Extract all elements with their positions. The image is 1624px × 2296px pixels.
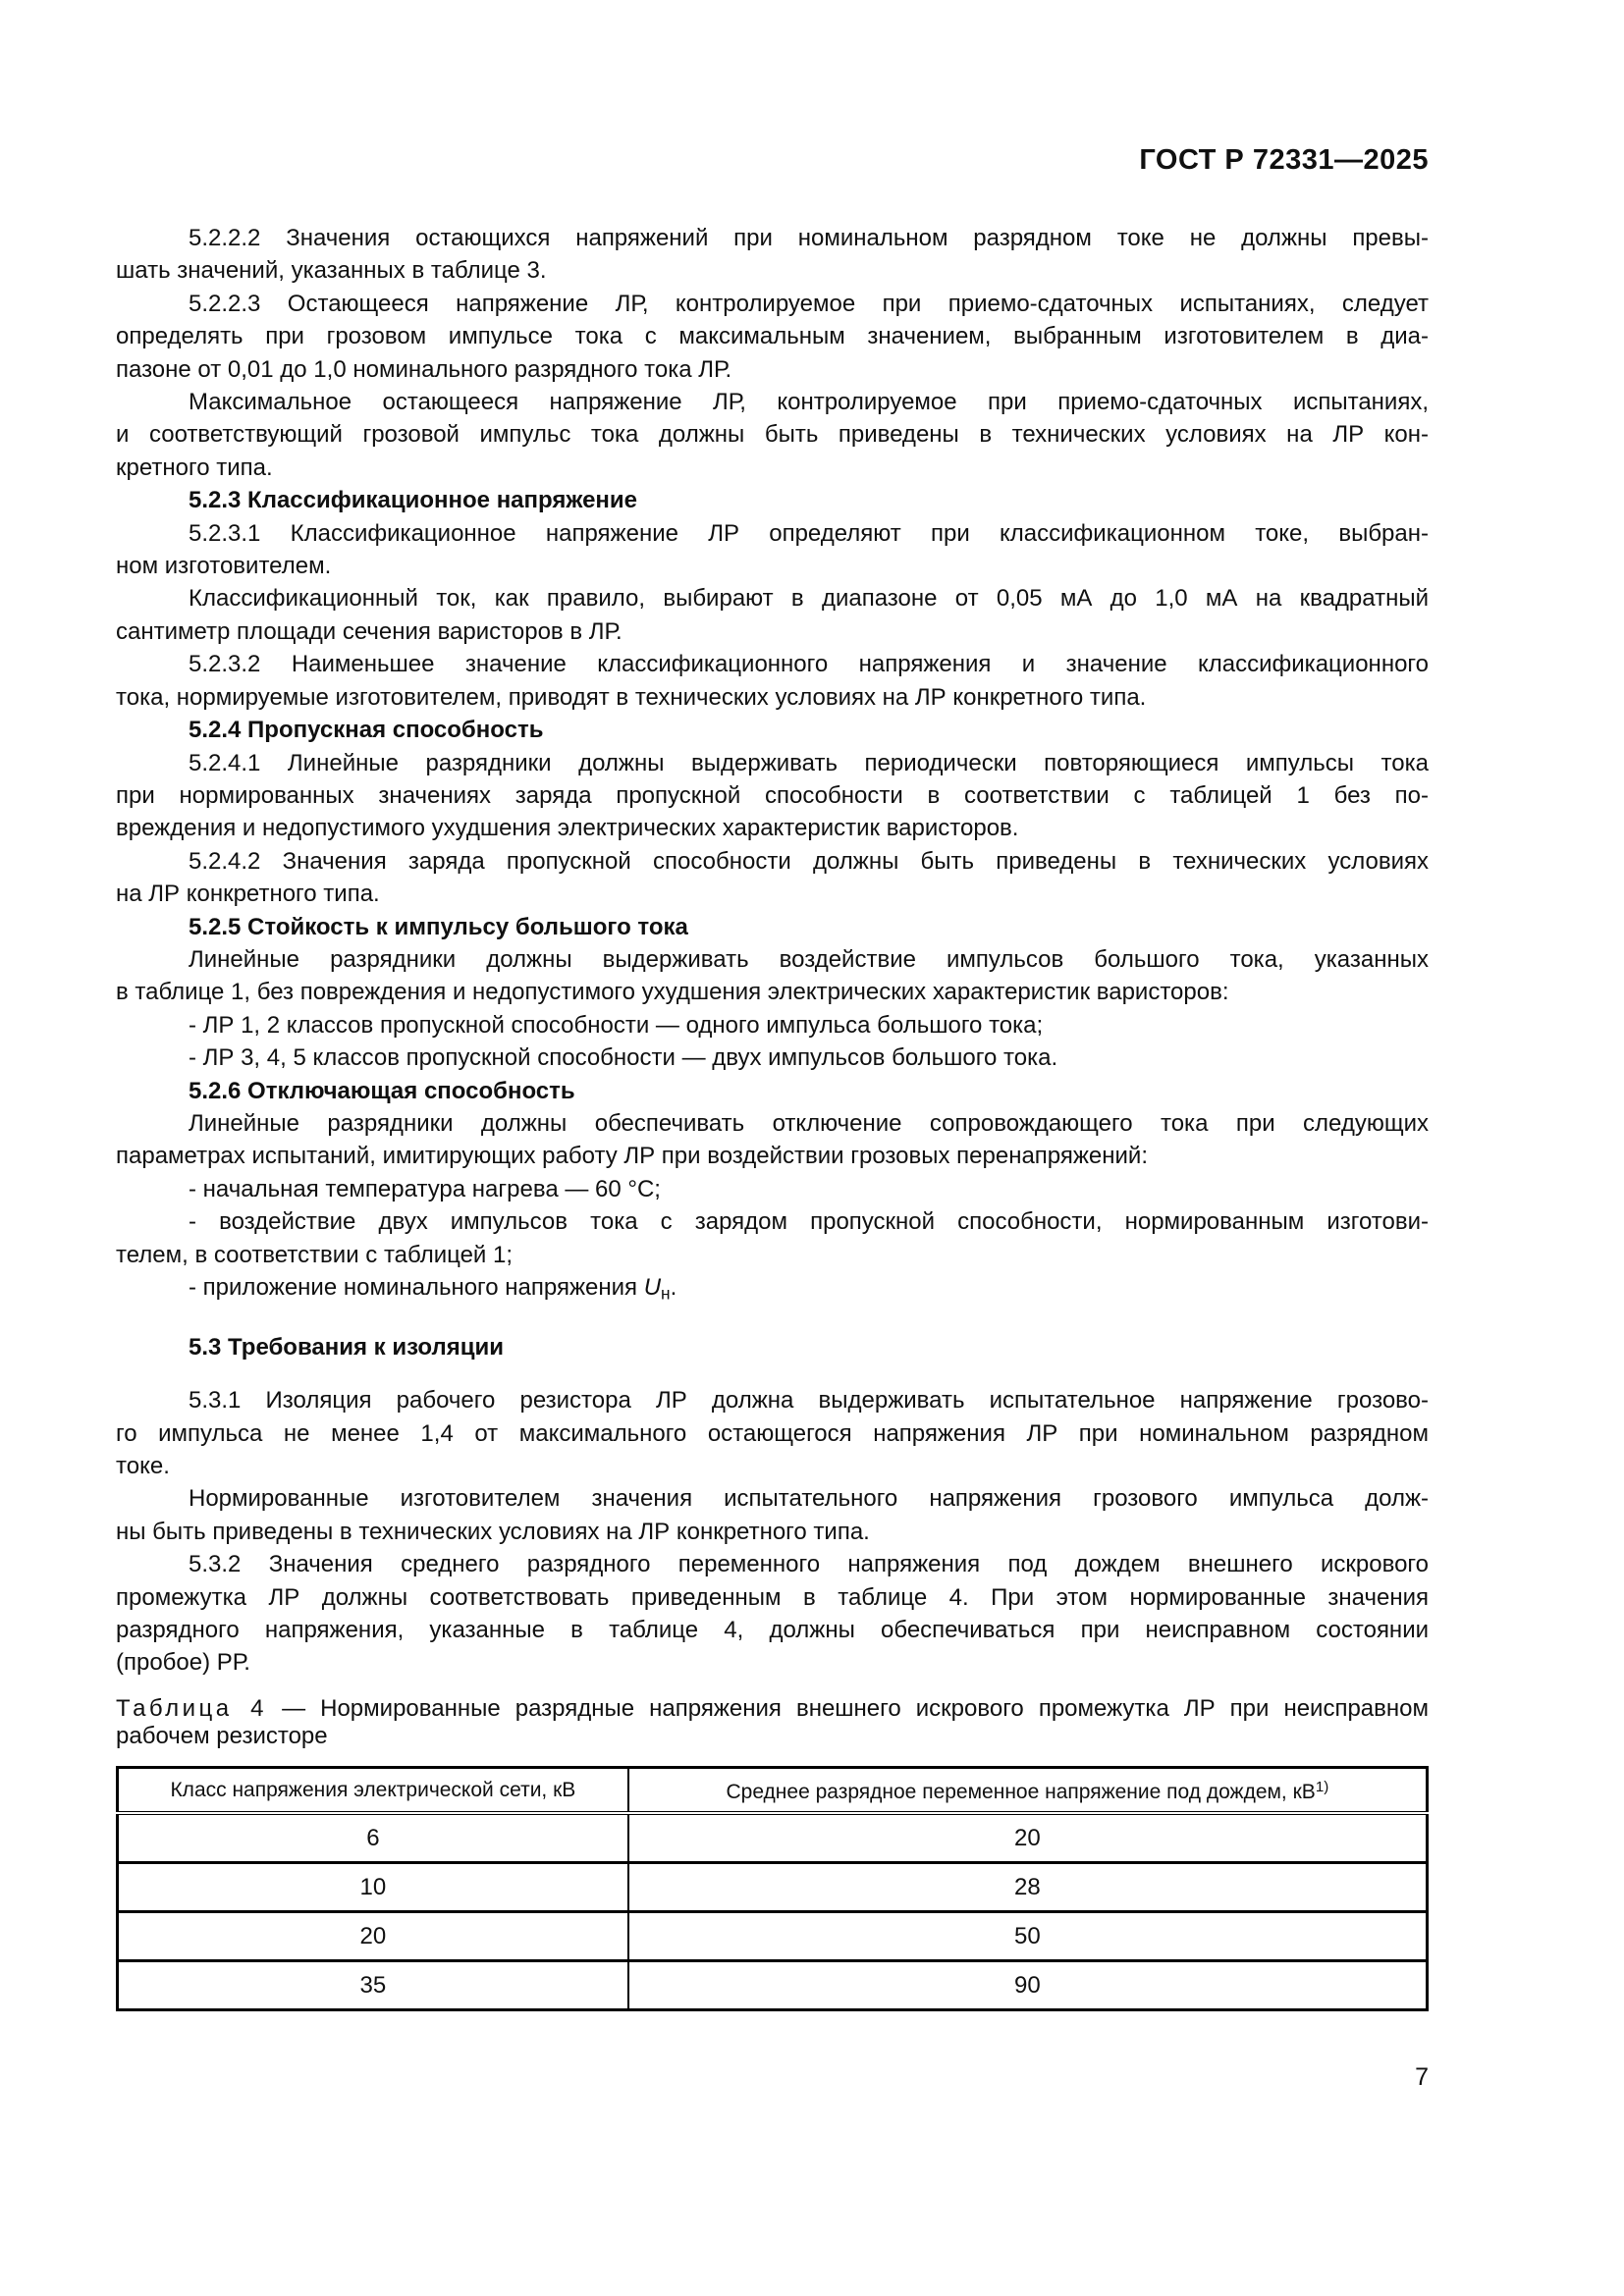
text-line: 5.2.3 Классификационное напряжение [189,487,638,514]
text-line: вреждения и недопустимого ухудшения электрических характеристик варисторов. [116,815,1019,842]
table-caption-text: — Нормированные разрядные напряжения внешнего искрового промежутка ЛР при неисправном [282,1694,1430,1722]
paragraph [116,943,1429,1009]
section-heading [116,714,1429,746]
text-line: Классификационный ток, как правило, выбирают в диапазоне от 0,05 мА до 1,0 мА на квадратный [189,585,1429,613]
table-cell: 50 [628,1911,1428,1960]
text-line: го импульса не менее 1,4 от максимального остающегося напряжения ЛР при номинальном разрядном [116,1419,1429,1447]
text-line: токе. [116,1452,170,1479]
paragraphs-container [116,222,1429,1680]
text-line: 5.2.4 Пропускная способность [189,717,544,744]
text-line: 5.2.2.2 Значения остающихся напряжений при номинальном разрядном токе не должны превы- [189,225,1429,251]
paragraph [116,1482,1429,1548]
text-line: при нормированных значениях заряда пропускной способности в соответствии с таблицей 1 без по- [116,781,1429,809]
paragraph [116,386,1429,484]
paragraph [116,517,1429,583]
text-line: - воздействие двух импульсов тока с зарядом пропускной способности, нормированным изготови- [189,1208,1429,1236]
column-header-discharge-voltage: Среднее разрядное переменное напряжение под дождем, $кВ^{1)}$ [628,1767,1428,1813]
table-caption-label: Таблица 4 [116,1694,268,1722]
text-line: 5.2.3.1 Классификационное напряжение ЛР определяют при классификационном токе, выбран- [189,519,1429,547]
paragraph [116,845,1429,911]
table-cell: 10 [118,1862,628,1911]
text-line: (пробое) РР. [116,1649,250,1677]
paragraph [116,1205,1429,1271]
paragraph [116,1548,1429,1680]
text-line: Линейные разрядники должны выдерживать воздействие импульсов большого тока, указанных [189,945,1429,973]
page-number: 7 [1415,2063,1429,2091]
paragraph [116,1009,1429,1041]
table-cell: 6 [118,1813,628,1863]
paragraph [116,582,1429,648]
text-line: Максимальное остающееся напряжение ЛР, контролируемое при приемо-сдаточных испытаниях, [189,389,1429,416]
text-line: 5.2.5 Стойкость к импульсу большого тока [189,913,688,940]
text-line: - ЛР 3, 4, 5 классов пропускной способности — двух импульсов большого тока. [189,1044,1058,1072]
paragraph [116,1107,1429,1173]
table-cell: 20 [118,1911,628,1960]
text-line: 5.3 Требования к изоляции [189,1333,504,1361]
table-cell: 28 [628,1862,1428,1911]
text-line: и соответствующий грозовой импульс тока должны быть приведены в технических условиях на ЛР кон- [116,421,1429,449]
text-line: 5.3.2 Значения среднего разрядного переменного напряжения под дождем внешнего искрового [189,1551,1429,1578]
text-line: телем, в соответствии с таблицей 1; [116,1241,514,1268]
text-line: пазоне от 0,01 до 1,0 номинального разрядного тока ЛР. [116,355,732,383]
text-line: 5.3.1 Изоляция рабочего резистора ЛР должна выдерживать испытательное напряжение грозово- [189,1387,1429,1415]
section-heading [116,1331,1429,1363]
table-row [118,1960,1428,2009]
text-line: 5.2.4.1 Линейные разрядники должны выдерживать периодически повторяющиеся импульсы тока [189,749,1429,776]
table-4-header [118,1767,1428,1813]
table-cell: 90 [628,1960,1428,2009]
text-line: Линейные разрядники должны обеспечивать отключение сопровождающего тока при следующих [189,1109,1429,1137]
table-row [118,1911,1428,1960]
text-line: - ЛР 1, 2 классов пропускной способности — одного импульса большого тока; [189,1011,1044,1039]
paragraph [116,288,1429,386]
section-heading [116,484,1429,516]
text-line: 5.2.3.2 Наименьшее значение классификационного напряжения и значение классификационного [189,651,1429,678]
section-heading [116,1075,1429,1107]
table-row [118,1813,1428,1863]
text-line: - приложение номинального напряжения $U_н$. [189,1274,677,1304]
text-line: тока, нормируемые изготовителем, приводят в технических условиях на ЛР конкретного типа. [116,683,1147,711]
table-4-body [118,1813,1428,2010]
text-line: на ЛР конкретного типа. [116,881,380,908]
table-caption-line1 [116,1695,1429,1724]
text-line: в таблице 1, без повреждения и недопустимого ухудшения электрических характеристик варисторов: [116,979,1229,1006]
text-line: ном изготовителем. [116,553,332,580]
text-line: 5.2.2.3 Остающееся напряжение ЛР, контролируемое при приемо-сдаточных испытаниях, следует [189,290,1429,317]
paragraph [116,1041,1429,1074]
text-line: кретного типа. [116,454,273,481]
paragraph [116,222,1429,288]
table-header-row [118,1767,1428,1813]
text-line: - начальная температура нагрева — 60 °С; [189,1175,661,1202]
text-line: ны быть приведены в технических условиях на ЛР конкретного типа. [116,1518,870,1545]
doc-code-header: ГОСТ Р 72331—2025 [1139,144,1429,176]
text-line: параметрах испытаний, имитирующих работу ЛР при воздействии грозовых перенапряжений: [116,1143,1149,1170]
table-cell: 20 [628,1813,1428,1863]
text-line: шать значений, указанных в таблице 3. [116,257,547,285]
text-line: 5.2.4.2 Значения заряда пропускной способности должны быть приведены в технических условиях [189,847,1429,875]
text-line: разрядного напряжения, указанные в таблице 4, должны обеспечиваться при неисправном состоянии [116,1616,1429,1643]
column-header-voltage-class: Класс напряжения электрической сети, кВ [118,1767,628,1813]
text-line: сантиметр площади сечения варисторов в ЛР. [116,617,623,645]
table-cell: 35 [118,1960,628,2009]
text-line: Нормированные изготовителем значения испытательного напряжения грозового импульса долж- [189,1485,1429,1513]
table-caption [116,1695,1429,1751]
text-line: определять при грозовом импульсе тока с максимальным значением, выбранным изготовителем в диа- [116,323,1429,350]
text-line: 5.2.6 Отключающая способность [189,1077,575,1104]
paragraph [116,1173,1429,1205]
table-row [118,1862,1428,1911]
paragraph [116,648,1429,714]
text-line: промежутка ЛР должны соответствовать приведенным в таблице 4. При этом нормированные значения [116,1583,1429,1611]
paragraph [116,1384,1429,1482]
table-caption-line2: рабочем резисторе [116,1723,328,1750]
paragraph [116,747,1429,845]
table-4 [116,1766,1429,2011]
document-body [116,222,1429,2011]
paragraph [116,1271,1429,1310]
section-heading [116,911,1429,943]
